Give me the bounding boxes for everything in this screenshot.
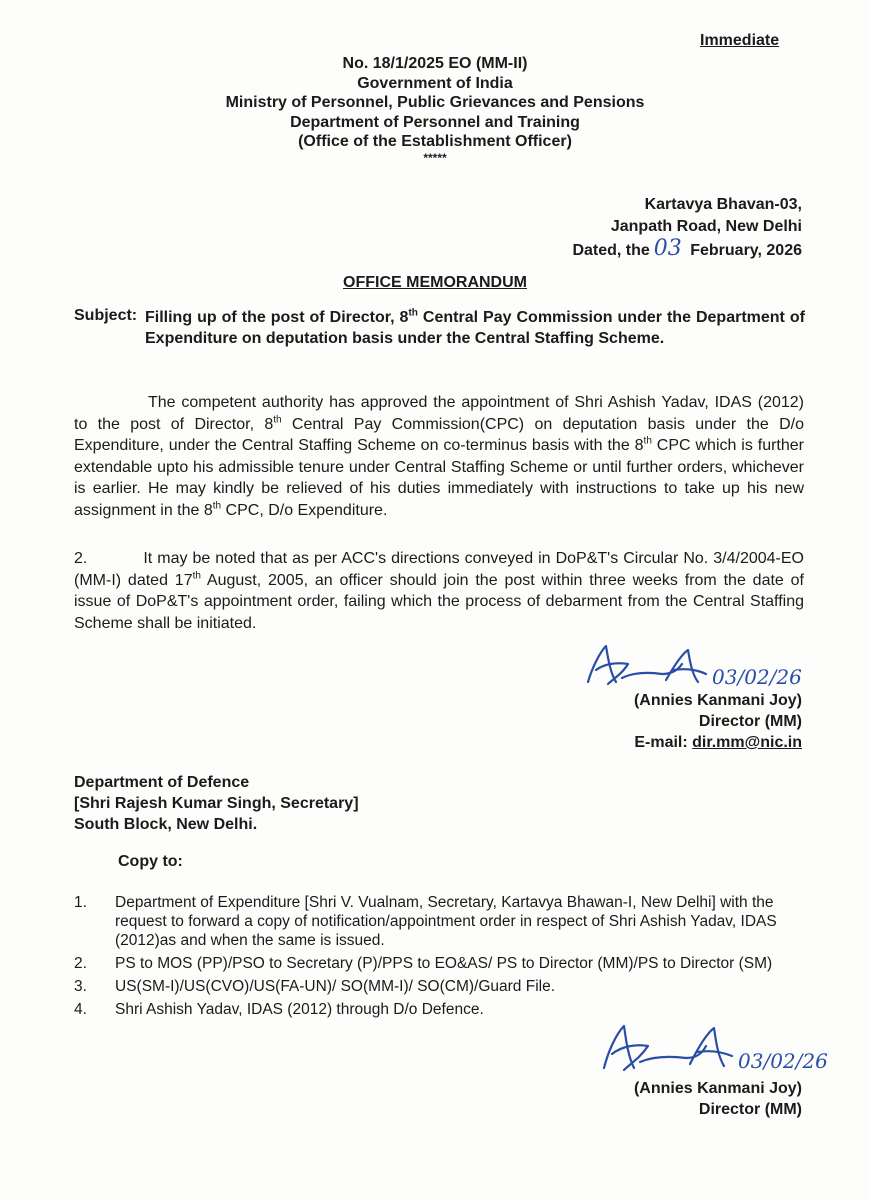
priority-label: Immediate	[700, 32, 780, 49]
para2-part-a: It may be noted that as per ACC's directions conveyed in DoP&T's Circular No. 3/4/2004-EO (MM-I) dated 17	[74, 550, 804, 589]
signature-2-icon	[598, 1016, 858, 1086]
list-item-number: 2.	[74, 955, 87, 972]
dated-line	[470, 238, 802, 262]
file-number: No. 18/1/2025 EO (MM-II)	[342, 55, 528, 72]
dated-month-year: February, 2026	[690, 242, 802, 259]
header-stars: *****	[423, 150, 447, 165]
para1-sup-3: th	[212, 500, 222, 512]
list-item-text: Shri Ashish Yadav, IDAS (2012) through D/o Defence.	[115, 1001, 484, 1018]
signatory-name-1: (Annies Kanmani Joy)	[633, 692, 802, 709]
para2-sup: th	[192, 570, 201, 582]
copy-to-list	[74, 893, 794, 1023]
list-item	[74, 893, 794, 950]
address-line-2: Janpath Road, New Delhi	[610, 218, 802, 235]
addressee-line-3: South Block, New Delhi.	[74, 816, 258, 833]
list-item-number: 3.	[74, 978, 87, 995]
letterhead	[160, 54, 710, 164]
para1-part-a: The competent authority has approved the appointment of Shri Ashish Yadav, IDAS (2012) to the post of Director, 8	[74, 394, 804, 433]
signature-block-2	[560, 1078, 802, 1120]
office-name: (Office of the Establishment Officer)	[298, 133, 572, 150]
list-item	[74, 977, 794, 996]
email-label: E-mail:	[634, 734, 693, 751]
list-item-text: US(SM-I)/US(CVO)/US(FA-UN)/ SO(MM-I)/ SO(CM)/Guard File.	[115, 978, 556, 995]
para1-sup-1: th	[273, 414, 282, 426]
signatory-email-line	[560, 732, 802, 753]
signatory-designation-2: Director (MM)	[698, 1101, 802, 1118]
para2-part-b: August, 2005, an officer should join the post within three weeks from the date of issue of DoP&T's appointment order, failing which the process of debarment from the Central Staffing Scheme shall be initiated.	[74, 571, 805, 632]
department-name: Department of Personnel and Training	[290, 113, 580, 131]
paragraph-1	[74, 392, 804, 521]
memo-title: OFFICE MEMORANDUM	[343, 274, 527, 291]
government-name: Government of India	[357, 74, 513, 92]
email-link[interactable]: dir.mm@nic.in	[692, 734, 802, 751]
para2-number: 2.	[74, 550, 88, 567]
subject-part-a: Filling up of the post of Director, 8	[145, 309, 409, 326]
list-item	[74, 954, 794, 973]
addressee-block	[74, 772, 474, 835]
subject-label: Subject:	[74, 307, 138, 324]
copy-to-label: Copy to:	[118, 853, 183, 870]
para1-sup-2: th	[643, 435, 652, 447]
dated-prefix: Dated, the	[572, 242, 650, 259]
sender-address	[470, 194, 802, 262]
subject-sup: th	[408, 307, 418, 319]
subject-part-b: Central Pay Commission under the Department of Expenditure on deputation basis under the Central Staffing Scheme.	[145, 309, 805, 347]
list-item-number: 4.	[74, 1001, 87, 1018]
list-item-number: 1.	[74, 894, 87, 911]
addressee-line-2: [Shri Rajesh Kumar Singh, Secretary]	[74, 795, 359, 812]
signature-block-1	[560, 690, 802, 753]
para1-part-c: CPC which is further extendable upto his admissible tenure under Central Staffing Scheme or until further orders, whichever is earlier. He may kindly be relieved of his duties immediately with instructions to take up his new assignment in the 8	[74, 437, 805, 519]
paragraph-2	[74, 548, 804, 634]
subject-text	[145, 307, 805, 349]
para1-part-d: CPC, D/o Expenditure.	[221, 501, 388, 519]
signatory-designation-1: Director (MM)	[698, 713, 802, 730]
signature-1-date: 03/02/26	[712, 665, 802, 689]
handwritten-day: 03	[653, 236, 682, 261]
signatory-name-2: (Annies Kanmani Joy)	[633, 1080, 802, 1097]
signature-2-date: 03/02/26	[738, 1049, 828, 1073]
para1-part-b: Central Pay Commission(CPC) on deputation basis under the D/o Expenditure, under the Central Staffing Scheme on co-terminus basis with the 8	[74, 415, 804, 454]
list-item-text: Department of Expenditure [Shri V. Vualnam, Secretary, Kartavya Bhawan-I, New Delhi] with the request to forward a copy of notification/appointment order in respect of Shri Ashish Yadav, IDAS (2012)as and when the same is issued.	[115, 894, 777, 949]
ministry-name: Ministry of Personnel, Public Grievances and Pensions	[225, 94, 645, 111]
address-line-1: Kartavya Bhavan-03,	[644, 196, 802, 213]
list-item-text: PS to MOS (PP)/PSO to Secretary (P)/PPS to EO&AS/ PS to Director (MM)/PS to Director (SM)	[115, 955, 773, 972]
addressee-line-1: Department of Defence	[74, 774, 250, 791]
